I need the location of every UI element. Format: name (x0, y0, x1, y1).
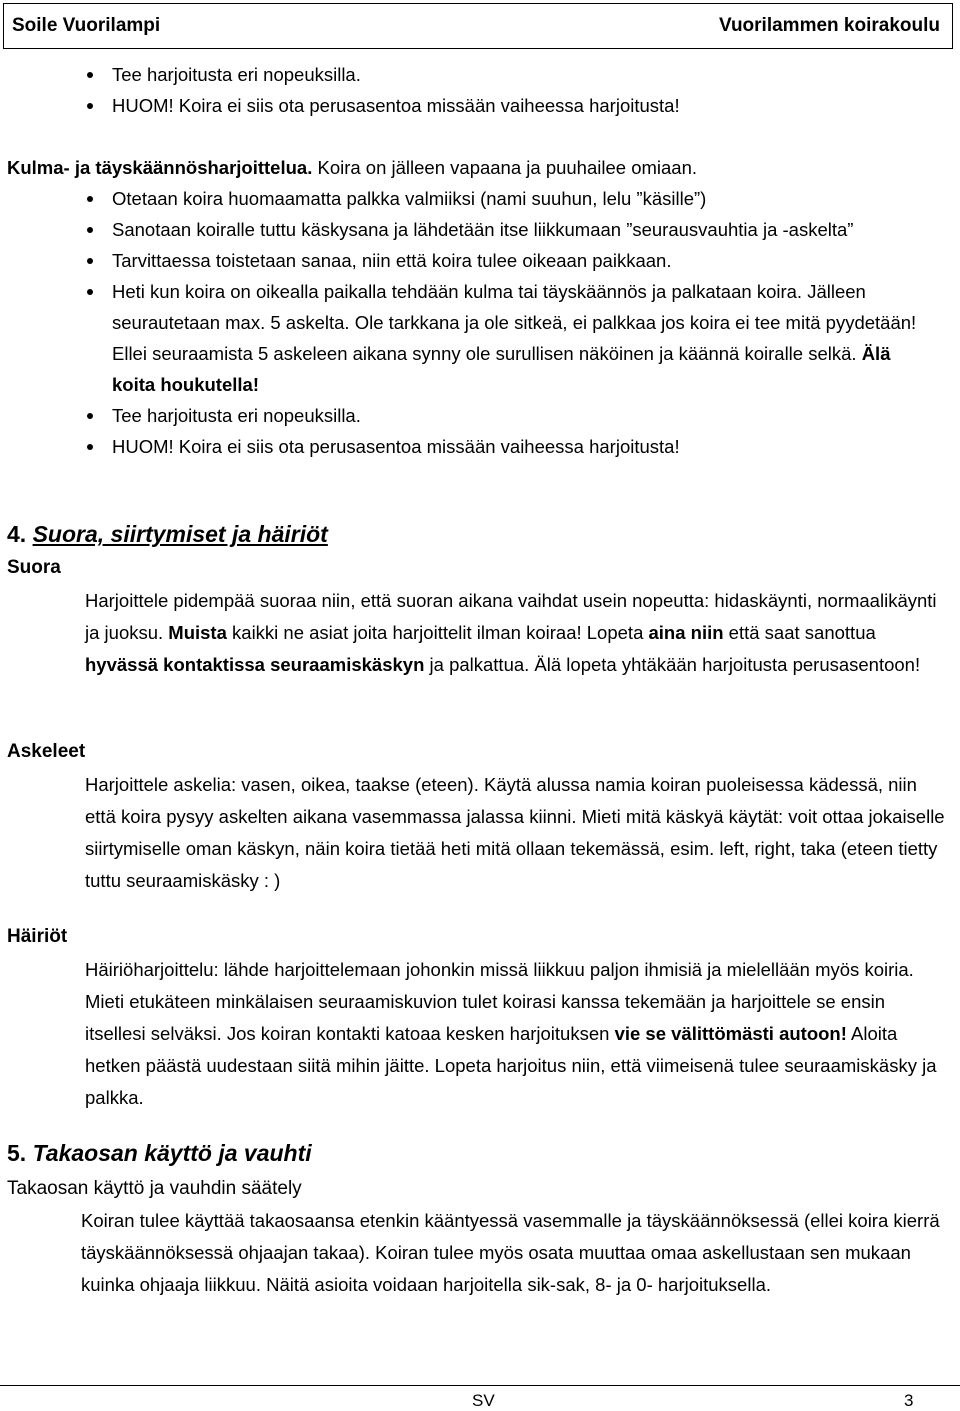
page-number: 3 (904, 1391, 914, 1410)
list-item: HUOM! Koira ei siis ota perusasentoa missään vaiheessa harjoitusta! (0, 90, 932, 121)
askeleet-paragraph: Harjoittele askelia: vasen, oikea, taakse (eteen). Käytä alussa namia koiran puoleisessa kädessä, niin että koira pysyy askelten aikana vasemmassa jalassa kiinni. Mieti mitä käskyä käytät: voit ottaa jokaiselle siirtymiselle oman käskyn, näin koira tietää heti mitä ollaan tekemässä, esim. left, right, taka (eteen tietty tuttu seuraamiskäsky : ) (85, 774, 945, 891)
list-item: Otetaan koira huomaamatta palkka valmiiksi (nami suuhun, lelu ”käsille”) (0, 183, 932, 214)
turn-intro-rest: Koira on jälleen vapaana ja puuhailee omiaan. (312, 157, 698, 178)
askeleet-label: Askeleet (7, 741, 86, 762)
list-item: HUOM! Koira ei siis ota perusasentoa missään vaiheessa harjoitusta! (0, 431, 932, 462)
suora-label: Suora (7, 557, 61, 578)
list-item: Tarvittaessa toistetaan sanaa, niin että koira tulee oikeaan paikkaan. (0, 245, 932, 276)
list-item: Sanotaan koiralle tuttu käskysana ja lähdetään itse liikkumaan ”seurausvauhtia ja -askelta” (0, 214, 932, 245)
hairiot-label: Häiriöt (7, 926, 68, 947)
header-author: Soile Vuorilampi (12, 15, 161, 36)
section-5-number: 5. (7, 1140, 33, 1166)
top-bullet-list (0, 59, 960, 121)
section-4-number: 4. (7, 521, 33, 547)
footer-divider (0, 1385, 960, 1386)
list-item (0, 276, 932, 400)
section-5-title: Takaosan käyttö ja vauhti (32, 1140, 312, 1166)
section-5-subtitle: Takaosan käyttö ja vauhdin säätely (7, 1178, 302, 1199)
suora-paragraph: Harjoittele pidempää suoraa niin, että suoran aikana vaihdat usein nopeutta: hidaskäynti, normaalikäynti ja juoksu. Muista kaikki ne asiat joita harjoittelit ilman koiraa! Lopeta aina niin että saat sanottua hyvässä kontaktissa seuraamiskäskyn ja palkattua. Älä lopeta yhtäkään harjoitusta perusasentoon! (85, 590, 937, 675)
turn-step-text: Heti kun koira on oikealla paikalla tehdään kulma tai täyskäännös ja palkataan koira. Jälleen seurautetaan max. 5 askelta. Ole tarkkana ja ole sitkeä, ei palkkaa jos koira ei tee mitä pyydetään! Ellei seuraamista 5 askeleen aikana synny ole surullisen näköinen ja käännä koiralle selkä. (112, 281, 917, 364)
section-5-paragraph: Koiran tulee käyttää takaosaansa etenkin kääntyessä vasemmalle ja täyskäännöksessä (ellei koira kierrä täyskäännöksessä ohjaajan takaa). Koiran tulee myös osata muuttaa omaa askellustaan sen mukaan kuinka ohjaaja liikkuu. Näitä asioita voidaan harjoitella sik-sak, 8- ja 0- harjoituksella. (81, 1210, 940, 1295)
turn-intro-bold: Kulma- ja täyskäännösharjoittelua. (7, 157, 313, 178)
turn-intro (0, 152, 960, 183)
header-school: Vuorilammen koirakoulu (718, 15, 940, 36)
page-header (3, 3, 953, 49)
turn-bullet-list (0, 183, 960, 462)
turn-step-bold: Älä koita houkutella! (112, 343, 891, 395)
section-5-heading (7, 1140, 312, 1167)
list-item: Tee harjoitusta eri nopeuksilla. (0, 400, 932, 431)
footer-initials: SV (472, 1391, 495, 1410)
hairiot-paragraph: Häiriöharjoittelu: lähde harjoittelemaan johonkin missä liikkuu paljon ihmisiä ja mielellään myös koiria. Mieti etukäteen minkälaisen seuraamiskuvion tulet koirasi kanssa tekemään ja harjoittele se ensin itsellesi selväksi. Jos koiran kontakti katoaa kesken harjoituksen vie se välittömästi autoon! Aloita hetken päästä uudestaan siitä mihin jäitte. Lopeta harjoitus niin, että viimeisenä tulee seuraamiskäsky ja palkka. (85, 959, 937, 1108)
list-item: Tee harjoitusta eri nopeuksilla. (0, 59, 932, 90)
section-4-heading (7, 521, 328, 548)
section-4-title: Suora, siirtymiset ja häiriöt (32, 521, 328, 547)
